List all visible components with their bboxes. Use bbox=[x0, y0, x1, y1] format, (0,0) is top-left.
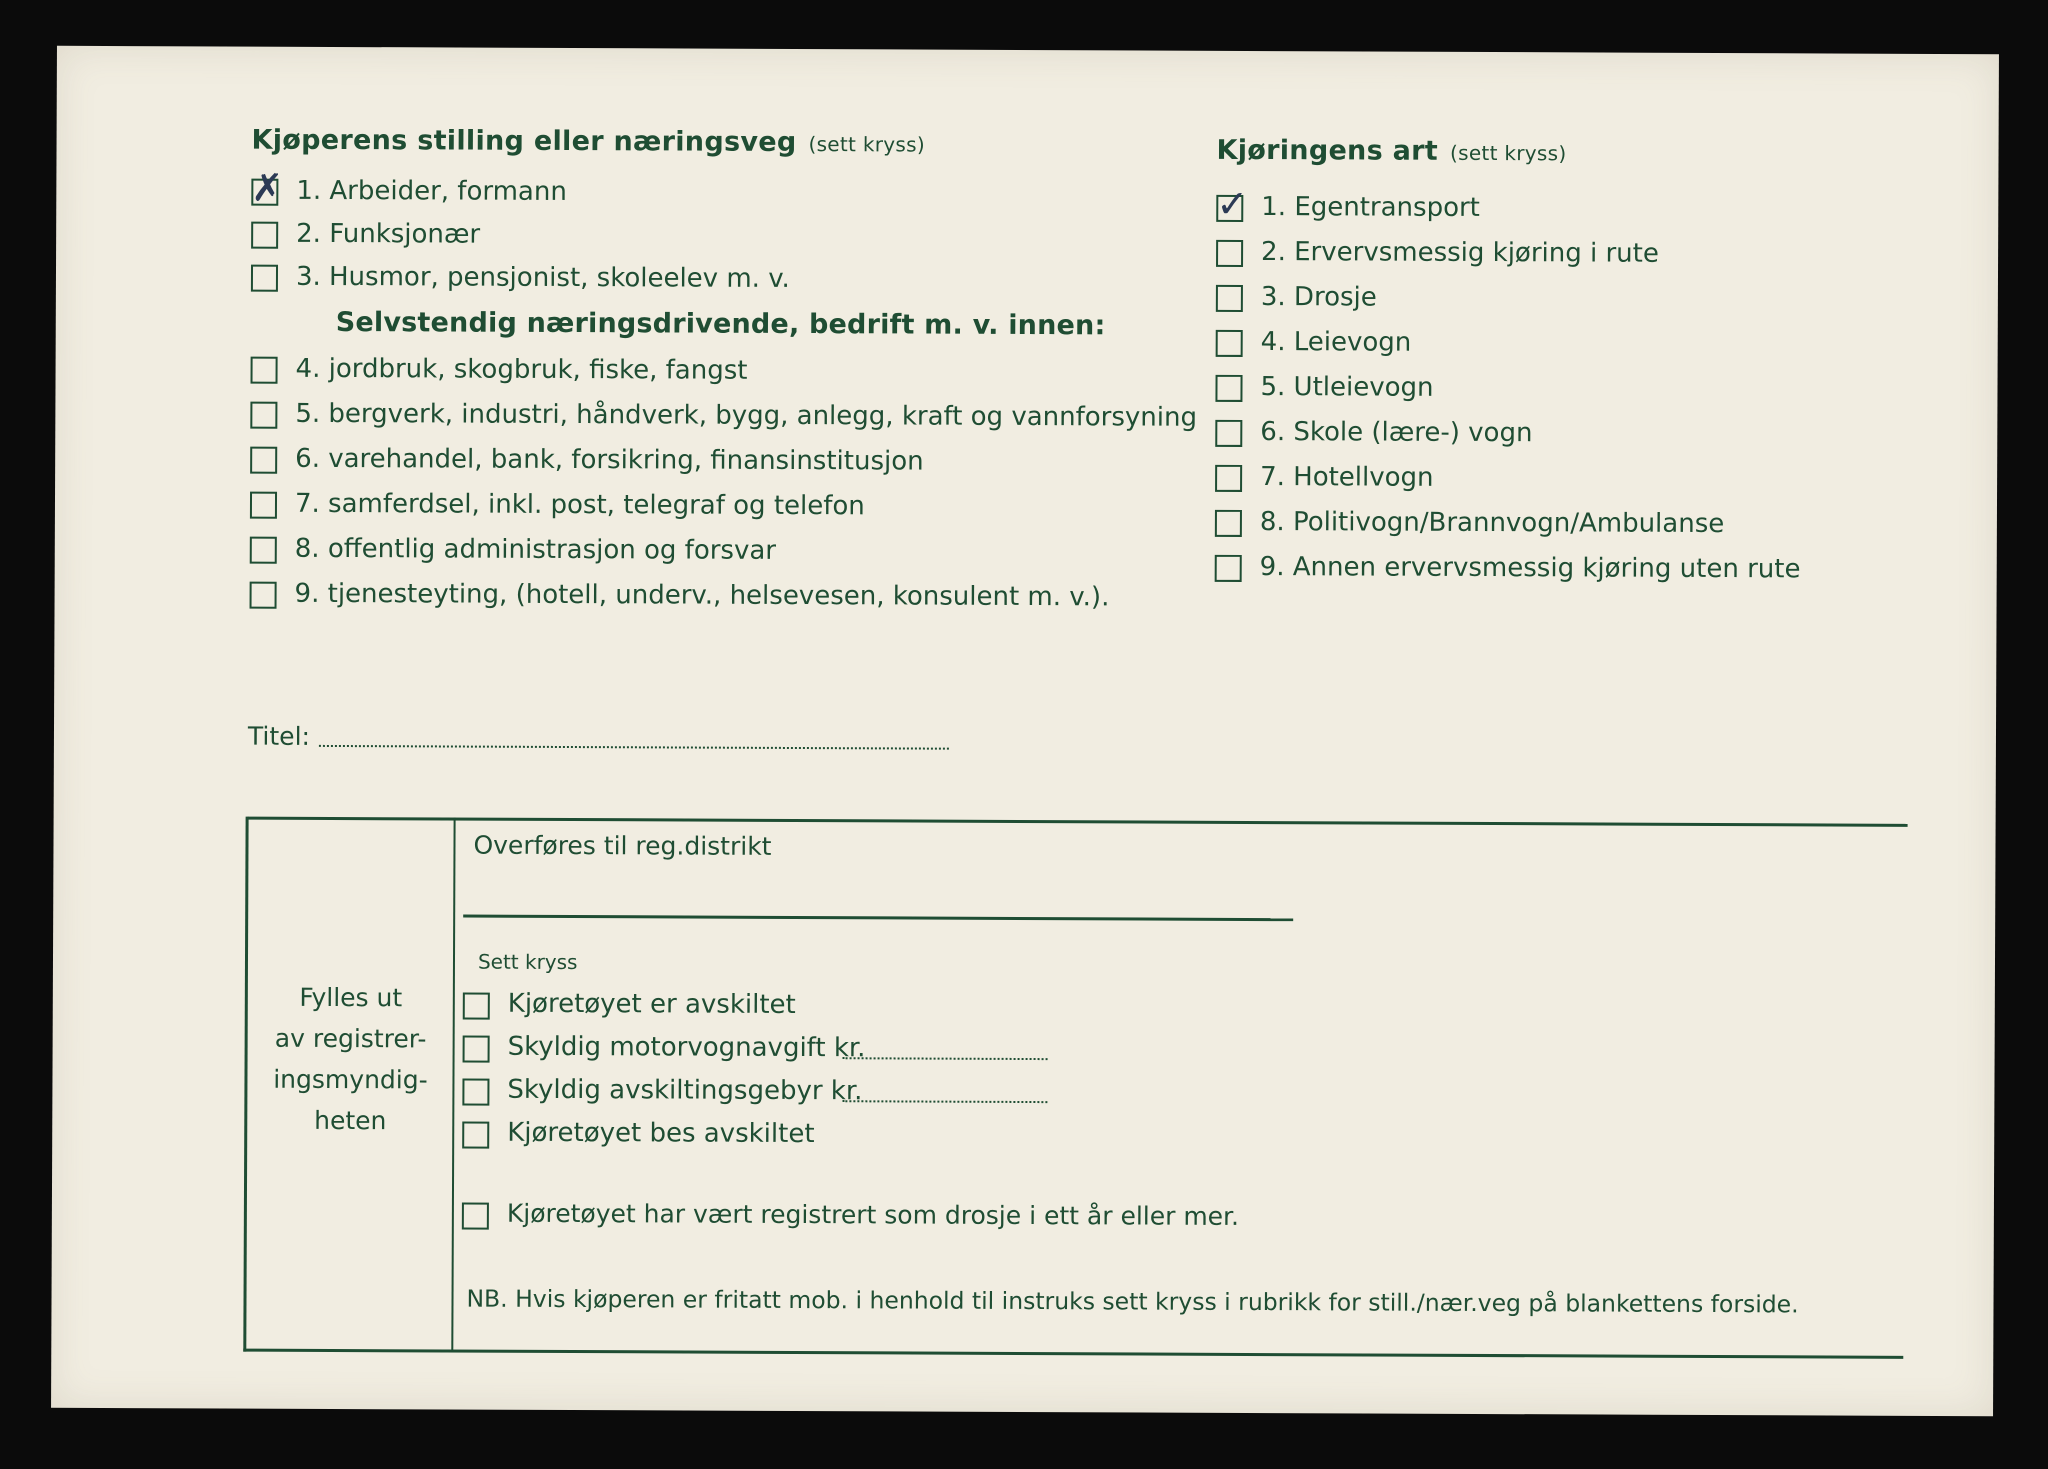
registry-side-label bbox=[250, 977, 451, 1142]
sett-kryss-label: Sett kryss bbox=[477, 949, 578, 975]
label-drosje: 3. Drosje bbox=[1260, 282, 1377, 313]
label-motorvognavgift: Skyldig motorvognavgift kr. bbox=[507, 1031, 866, 1064]
box-bottom-border bbox=[243, 1349, 1903, 1359]
side-label-line-3: ingsmyndig- bbox=[273, 1064, 428, 1095]
label-annen-kjoring: 9. Annen ervervsmessig kjøring uten rute bbox=[1259, 552, 1801, 585]
left-heading-text: Kjøperens stilling eller næringsveg bbox=[251, 124, 797, 158]
left-heading bbox=[252, 125, 926, 159]
label-funksjonaer: 2. Funksjonær bbox=[296, 218, 481, 250]
checkbox-tjenesteyting[interactable] bbox=[250, 582, 277, 609]
checkbox-offentlig[interactable] bbox=[250, 537, 277, 564]
label-bes-avskiltet: Kjøretøyet bes avskiltet bbox=[507, 1117, 815, 1150]
label-arbeider: 1. Arbeider, formann bbox=[296, 175, 567, 207]
titel-label: Titel: bbox=[247, 721, 311, 751]
form-sheet bbox=[51, 46, 1999, 1416]
label-samferdsel: 7. samferdsel, inkl. post, telegraf og telefon bbox=[294, 488, 865, 522]
side-label-line-4: heten bbox=[314, 1105, 387, 1136]
checkbox-husmor[interactable] bbox=[251, 265, 278, 292]
box-left-border bbox=[243, 817, 248, 1352]
right-heading-note: (sett kryss) bbox=[1449, 140, 1567, 166]
checkbox-ervervsmessig-rute[interactable] bbox=[1216, 240, 1243, 267]
label-offentlig: 8. offentlig administrasjon og forsvar bbox=[294, 533, 777, 566]
label-hotellvogn: 7. Hotellvogn bbox=[1260, 462, 1434, 493]
checkbox-varehandel[interactable] bbox=[250, 447, 277, 474]
label-drosje-ett-ar: Kjøretøyet har vært registrert som drosje i ett år eller mer. bbox=[506, 1198, 1240, 1231]
checkbox-drosje[interactable] bbox=[1216, 285, 1243, 312]
checkbox-funksjonaer[interactable] bbox=[251, 222, 278, 249]
checkbox-drosje-ett-ar[interactable] bbox=[462, 1203, 489, 1230]
left-heading-note: (sett kryss) bbox=[808, 132, 926, 157]
label-tjenesteyting: 9. tjenesteyting, (hotell, underv., helsevesen, konsulent m. v.). bbox=[294, 578, 1110, 613]
avskiltingsgebyr-amount-field[interactable] bbox=[842, 1082, 1047, 1103]
label-avskiltingsgebyr: Skyldig avskiltingsgebyr kr. bbox=[507, 1074, 863, 1107]
box-top-border bbox=[248, 817, 1908, 827]
label-jordbruk: 4. jordbruk, skogbruk, fiske, fangst bbox=[295, 353, 748, 386]
checkbox-politivogn[interactable] bbox=[1215, 510, 1242, 537]
label-politivogn: 8. Politivogn/Brannvogn/Ambulanse bbox=[1259, 507, 1725, 540]
label-husmor: 3. Husmor, pensjonist, skoleelev m. v. bbox=[295, 261, 790, 294]
label-utleievogn: 5. Utleievogn bbox=[1260, 372, 1434, 403]
transfer-label: Overføres til reg.distrikt bbox=[473, 830, 772, 861]
checkbox-skolevogn[interactable] bbox=[1215, 420, 1242, 447]
checkbox-samferdsel[interactable] bbox=[250, 492, 277, 519]
checkbox-annen-kjoring[interactable] bbox=[1215, 555, 1242, 582]
checkbox-arbeider[interactable] bbox=[251, 165, 284, 210]
check-mark: ✓ bbox=[1216, 181, 1249, 226]
label-egentransport: 1. Egentransport bbox=[1261, 192, 1480, 223]
titel-field[interactable] bbox=[319, 727, 949, 750]
checkbox-bes-avskiltet[interactable] bbox=[462, 1122, 489, 1149]
right-heading bbox=[1216, 135, 1566, 168]
box-divider bbox=[451, 818, 455, 1353]
label-leievogn: 4. Leievogn bbox=[1260, 327, 1412, 358]
checkbox-egentransport[interactable] bbox=[1216, 181, 1249, 226]
right-heading-text: Kjøringens art bbox=[1216, 134, 1439, 167]
left-subheading: Selvstendig næringsdrivende, bedrift m. v. innen: bbox=[335, 306, 1106, 342]
label-skolevogn: 6. Skole (lære-) vogn bbox=[1260, 417, 1533, 449]
cross-mark: ✗ bbox=[251, 165, 284, 210]
checkbox-leievogn[interactable] bbox=[1216, 330, 1243, 357]
checkbox-bergverk[interactable] bbox=[250, 402, 277, 429]
checkbox-motorvognavgift[interactable] bbox=[463, 1036, 490, 1063]
label-bergverk: 5. bergverk, industri, håndverk, bygg, anlegg, kraft og vannforsyning bbox=[295, 398, 1198, 433]
checkbox-avskiltet[interactable] bbox=[463, 993, 490, 1020]
checkbox-hotellvogn[interactable] bbox=[1215, 465, 1242, 492]
checkbox-avskiltingsgebyr[interactable] bbox=[462, 1079, 489, 1106]
side-label-line-2: av registrer- bbox=[274, 1023, 427, 1054]
label-varehandel: 6. varehandel, bank, forsikring, finansinstitusjon bbox=[295, 443, 924, 477]
transfer-line[interactable] bbox=[463, 915, 1293, 921]
label-avskiltet: Kjøretøyet er avskiltet bbox=[507, 988, 796, 1021]
checkbox-jordbruk[interactable] bbox=[251, 357, 278, 384]
nb-note: NB. Hvis kjøperen er fritatt mob. i henhold til instruks sett kryss i rubrikk for still./nær.veg på blankettens forside. bbox=[466, 1284, 1799, 1319]
label-ervervsmessig-rute: 2. Ervervsmessig kjøring i rute bbox=[1261, 237, 1659, 269]
checkbox-utleievogn[interactable] bbox=[1215, 375, 1242, 402]
motorvognavgift-amount-field[interactable] bbox=[843, 1039, 1048, 1060]
side-label-line-1: Fylles ut bbox=[299, 982, 403, 1013]
